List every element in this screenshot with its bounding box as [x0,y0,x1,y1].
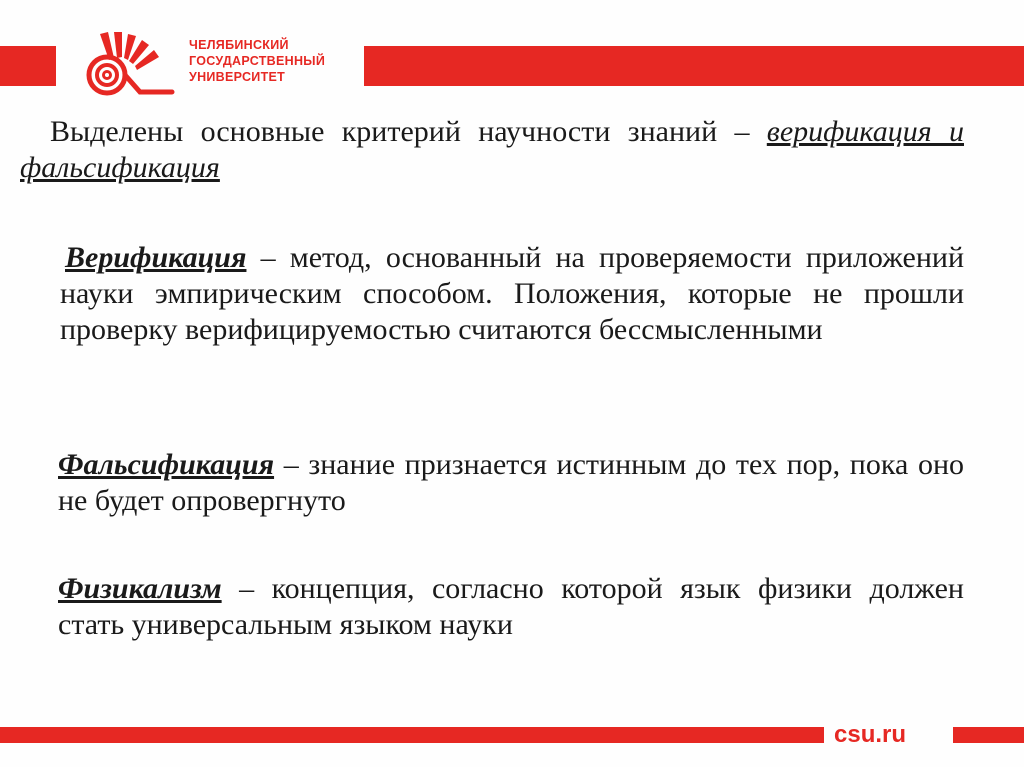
verification-definition: – метод, основанный на проверяемости приложений науки эмпирическим способом. Положения, которые не прошли проверку верифицируемостью считаются бессмысленными [60,241,964,346]
footer-red-bar-right [953,727,1024,743]
verification-paragraph [60,240,964,348]
intro-text: Выделены основные критерий научности знаний – [50,115,767,148]
university-name-line-1: ЧЕЛЯБИНСКИЙ [189,38,289,52]
physicalism-definition: – концепция, согласно которой язык физики должен стать универсальным языком науки [58,572,964,641]
csu-spiral-logo-icon [80,30,176,98]
university-name-line-2: ГОСУДАРСТВЕННЫЙ [189,54,326,68]
physicalism-paragraph [58,571,964,643]
university-name [189,37,325,85]
footer-red-bar-left [0,727,824,743]
intro-emphasis: верификация и фальсификация [20,115,964,184]
header-red-bar-left [0,46,56,86]
falsification-definition: – знание признается истинным до тех пор, пока оно не будет опровергнуто [58,448,964,517]
falsification-paragraph [58,447,964,519]
falsification-term: Фальсификация [58,448,275,481]
header-red-bar-right [364,46,1024,86]
intro-paragraph [20,114,964,186]
physicalism-term: Физикализм [58,572,222,605]
university-name-line-3: УНИВЕРСИТЕТ [189,70,286,84]
verification-term: Верификация [65,241,247,274]
footer-url[interactable]: csu.ru [834,721,907,748]
